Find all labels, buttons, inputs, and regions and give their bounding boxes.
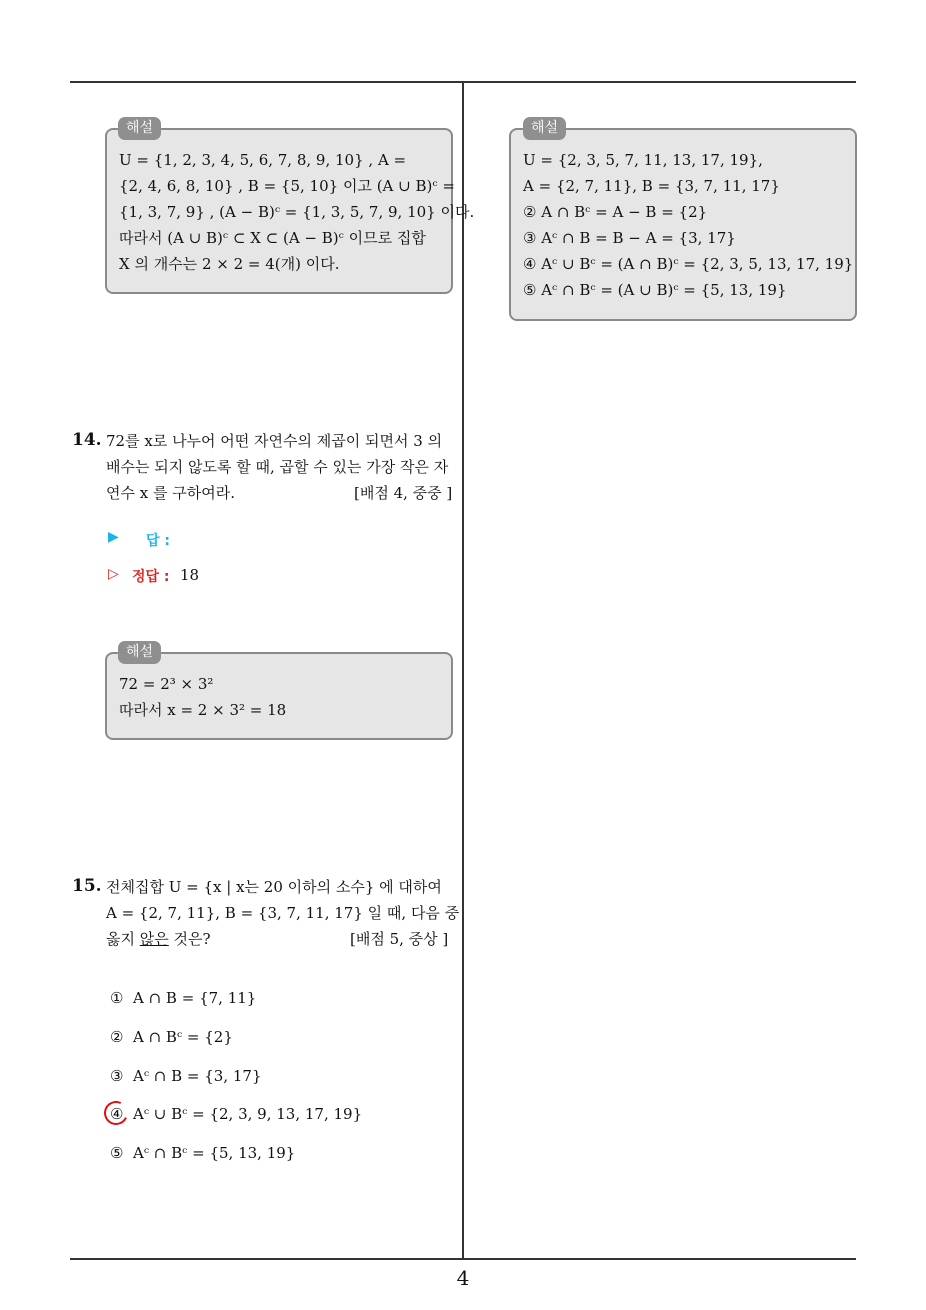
choice-3[interactable] <box>110 1066 262 1086</box>
choice-text: Aᶜ ∩ B = {3, 17} <box>133 1067 262 1085</box>
solution-line: ② A ∩ Bᶜ = A − B = {2} <box>523 203 708 221</box>
solution-box-13 <box>105 128 475 294</box>
choice-text: A ∩ B = {7, 11} <box>133 989 257 1007</box>
choice-marker: ④ <box>110 1105 124 1123</box>
choice-5[interactable] <box>110 1143 295 1163</box>
answer-marker-icon: ▶ <box>108 529 119 545</box>
question-text: 72를 x로 나누어 어떤 자연수의 제곱이 되면서 3 의 <box>106 432 443 450</box>
solution-line: 따라서 (A ∪ B)ᶜ ⊂ X ⊂ (A − B)ᶜ 이므로 집합 <box>119 229 426 247</box>
correct-marker-icon: ▷ <box>108 566 119 582</box>
question-score: [배점 4, 중중 ] <box>354 484 453 502</box>
correct-label: 정답 : <box>132 569 170 585</box>
question-text: 옳지 않은 것은? <box>106 930 211 948</box>
solution-line: ④ Aᶜ ∪ Bᶜ = (A ∩ B)ᶜ = {2, 3, 5, 13, 17, 19} <box>523 255 854 273</box>
choice-marker: ② <box>110 1028 124 1046</box>
choice-marker: ① <box>110 989 124 1007</box>
solution-line: U = {2, 3, 5, 7, 11, 13, 17, 19}, <box>523 151 763 169</box>
solution-box-14 <box>105 652 453 740</box>
question-text: A = {2, 7, 11}, B = {3, 7, 11, 17} 일 때, 다음 중 <box>106 904 460 922</box>
solution-line: U = {1, 2, 3, 4, 5, 6, 7, 8, 9, 10} , A = <box>119 151 407 169</box>
choice-2[interactable] <box>110 1027 233 1047</box>
column-divider <box>462 82 464 1258</box>
question-text: 연수 x 를 구하여라. <box>106 484 235 502</box>
solution-line: 따라서 x = 2 × 3² = 18 <box>119 701 287 719</box>
page-number: 4 <box>456 1266 470 1290</box>
solution-line: ⑤ Aᶜ ∩ Bᶜ = (A ∪ B)ᶜ = {5, 13, 19} <box>523 281 787 299</box>
solution-line: ③ Aᶜ ∩ B = B − A = {3, 17} <box>523 229 736 247</box>
answer-label: 답 : <box>146 533 170 549</box>
underlined-word: 않은 <box>139 930 169 948</box>
choice-marker: ⑤ <box>110 1144 124 1162</box>
choice-text: Aᶜ ∪ Bᶜ = {2, 3, 9, 13, 17, 19} <box>133 1105 363 1123</box>
question-text: 전체집합 U = {x | x는 20 이하의 소수} 에 대하여 <box>106 878 442 896</box>
solution-tag: 해설 <box>118 117 161 140</box>
solution-line: 72 = 2³ × 3² <box>119 675 214 693</box>
solution-tag: 해설 <box>118 641 161 664</box>
bottom-rule <box>70 1258 856 1260</box>
question-score: [배점 5, 중상 ] <box>350 930 449 948</box>
question-text: 배수는 되지 않도록 할 때, 곱할 수 있는 가장 작은 자 <box>106 458 449 476</box>
solution-box-15 <box>509 128 857 321</box>
solution-tag: 해설 <box>523 117 566 140</box>
solution-line: {2, 4, 6, 8, 10} , B = {5, 10} 이고 (A ∪ B)ᶜ = <box>119 177 455 195</box>
solution-line: {1, 3, 7, 9} , (A − B)ᶜ = {1, 3, 5, 7, 9, 10} 이다. <box>119 203 475 221</box>
solution-line: A = {2, 7, 11}, B = {3, 7, 11, 17} <box>523 177 780 195</box>
question-number-15: 15. <box>72 876 102 896</box>
choice-text: Aᶜ ∩ Bᶜ = {5, 13, 19} <box>133 1144 296 1162</box>
choice-1[interactable] <box>110 988 256 1008</box>
choice-marker: ③ <box>110 1067 124 1085</box>
choice-text: A ∩ Bᶜ = {2} <box>133 1028 233 1046</box>
solution-line: X 의 개수는 2 × 2 = 4(개) 이다. <box>119 255 340 273</box>
question-number-14: 14. <box>72 430 102 450</box>
correct-value: 18 <box>180 566 200 584</box>
choice-4[interactable] <box>110 1104 362 1124</box>
